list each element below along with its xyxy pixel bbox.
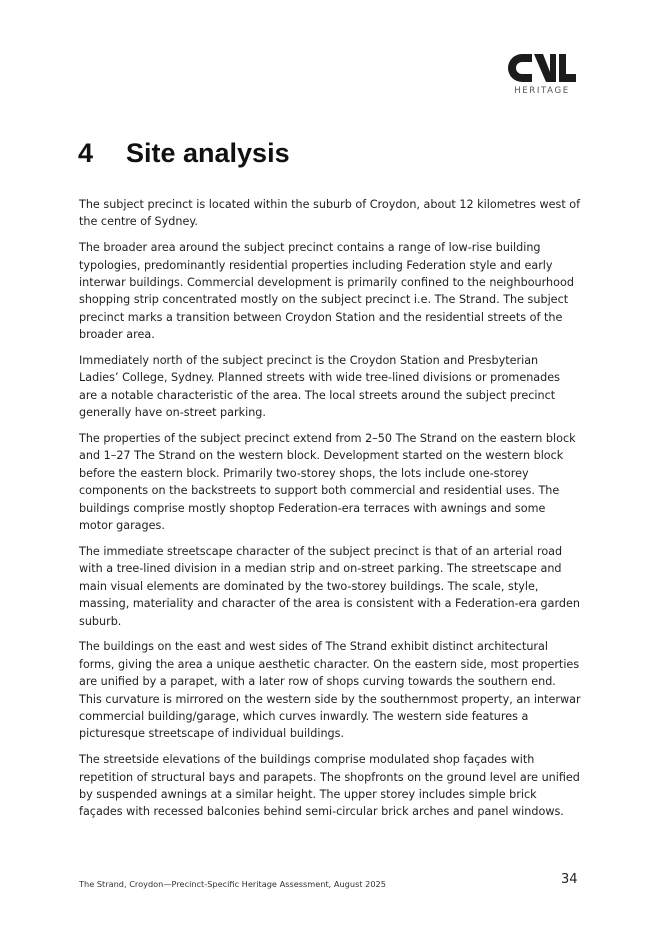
paragraph-elevations: The streetside elevations of the buildings comprise modulated shop façades with repetition of structural bays and parapets. The shopfronts on the ground level are unified by suspended awnings at a similar height. The upper storey includes simple brick façades with recessed balconies behind semi-circular brick arches and panel windows.: [79, 753, 580, 819]
footer-document-title: The Strand, Croydon—Precinct-Specific Heritage Assessment, August 2025: [79, 879, 386, 889]
paragraph-architecture: The buildings on the east and west sides of The Strand exhibit distinct architectural forms, giving the area a unique aesthetic character. On the eastern side, most properties are unified by a parapet, with a later row of shops curving towards the southern end. This curvature is mirrored on the western side by the southernmost property, an interwar commercial building/garage, which curves inwardly. The western side features a picturesque streetscape of individual buildings.: [79, 640, 581, 741]
paragraph-streetscape: The immediate streetscape character of the subject precinct is that of an arterial road with a tree-lined division in a median strip and on-street parking. The streetscape and main visual elements are dominated by the two-storey buildings. The scale, style, massing, materiality and character of the area is consistent with a Federation-era garden suburb.: [79, 544, 580, 628]
logo-subtitle: HERITAGE: [514, 86, 570, 96]
gml-heritage-logo: [506, 52, 578, 100]
paragraph-north: Immediately north of the subject precinct is the Croydon Station and Presbyterian Ladies’ College, Sydney. Planned streets with wide tree-lined divisions or promenades are a notable characteristic of the area. The local streets around the subject precinct generally have on-street parking.: [79, 354, 560, 420]
paragraph-broader-area: The broader area around the subject precinct contains a range of low-rise building typologies, predominantly residential properties including Federation style and early interwar buildings. Commercial development is primarily confined to the neighbourhood shopping strip concentrated mostly on the subject precinct i.e. The Strand. The subject precinct marks a transition between Croydon Station and the residential streets of the broader area.: [79, 241, 574, 342]
paragraph-properties: The properties of the subject precinct extend from 2–50 The Strand on the eastern block and 1–27 The Strand on the western block. Development started on the western block before the eastern block. Primarily two-storey shops, the lots include one-storey components on the backstreets to support both commercial and residential uses. The buildings comprise mostly shoptop Federation-era terraces with awnings and some motor garages.: [79, 432, 576, 533]
paragraph-location: The subject precinct is located within the suburb of Croydon, about 12 kilometres west of the centre of Sydney.: [79, 198, 581, 229]
section-heading: [78, 138, 290, 169]
gml-logo-mark-icon: [506, 52, 578, 84]
section-title: Site analysis: [126, 138, 290, 168]
page-number: 34: [561, 872, 578, 887]
section-number: 4: [78, 138, 94, 168]
body-content: [79, 196, 581, 829]
